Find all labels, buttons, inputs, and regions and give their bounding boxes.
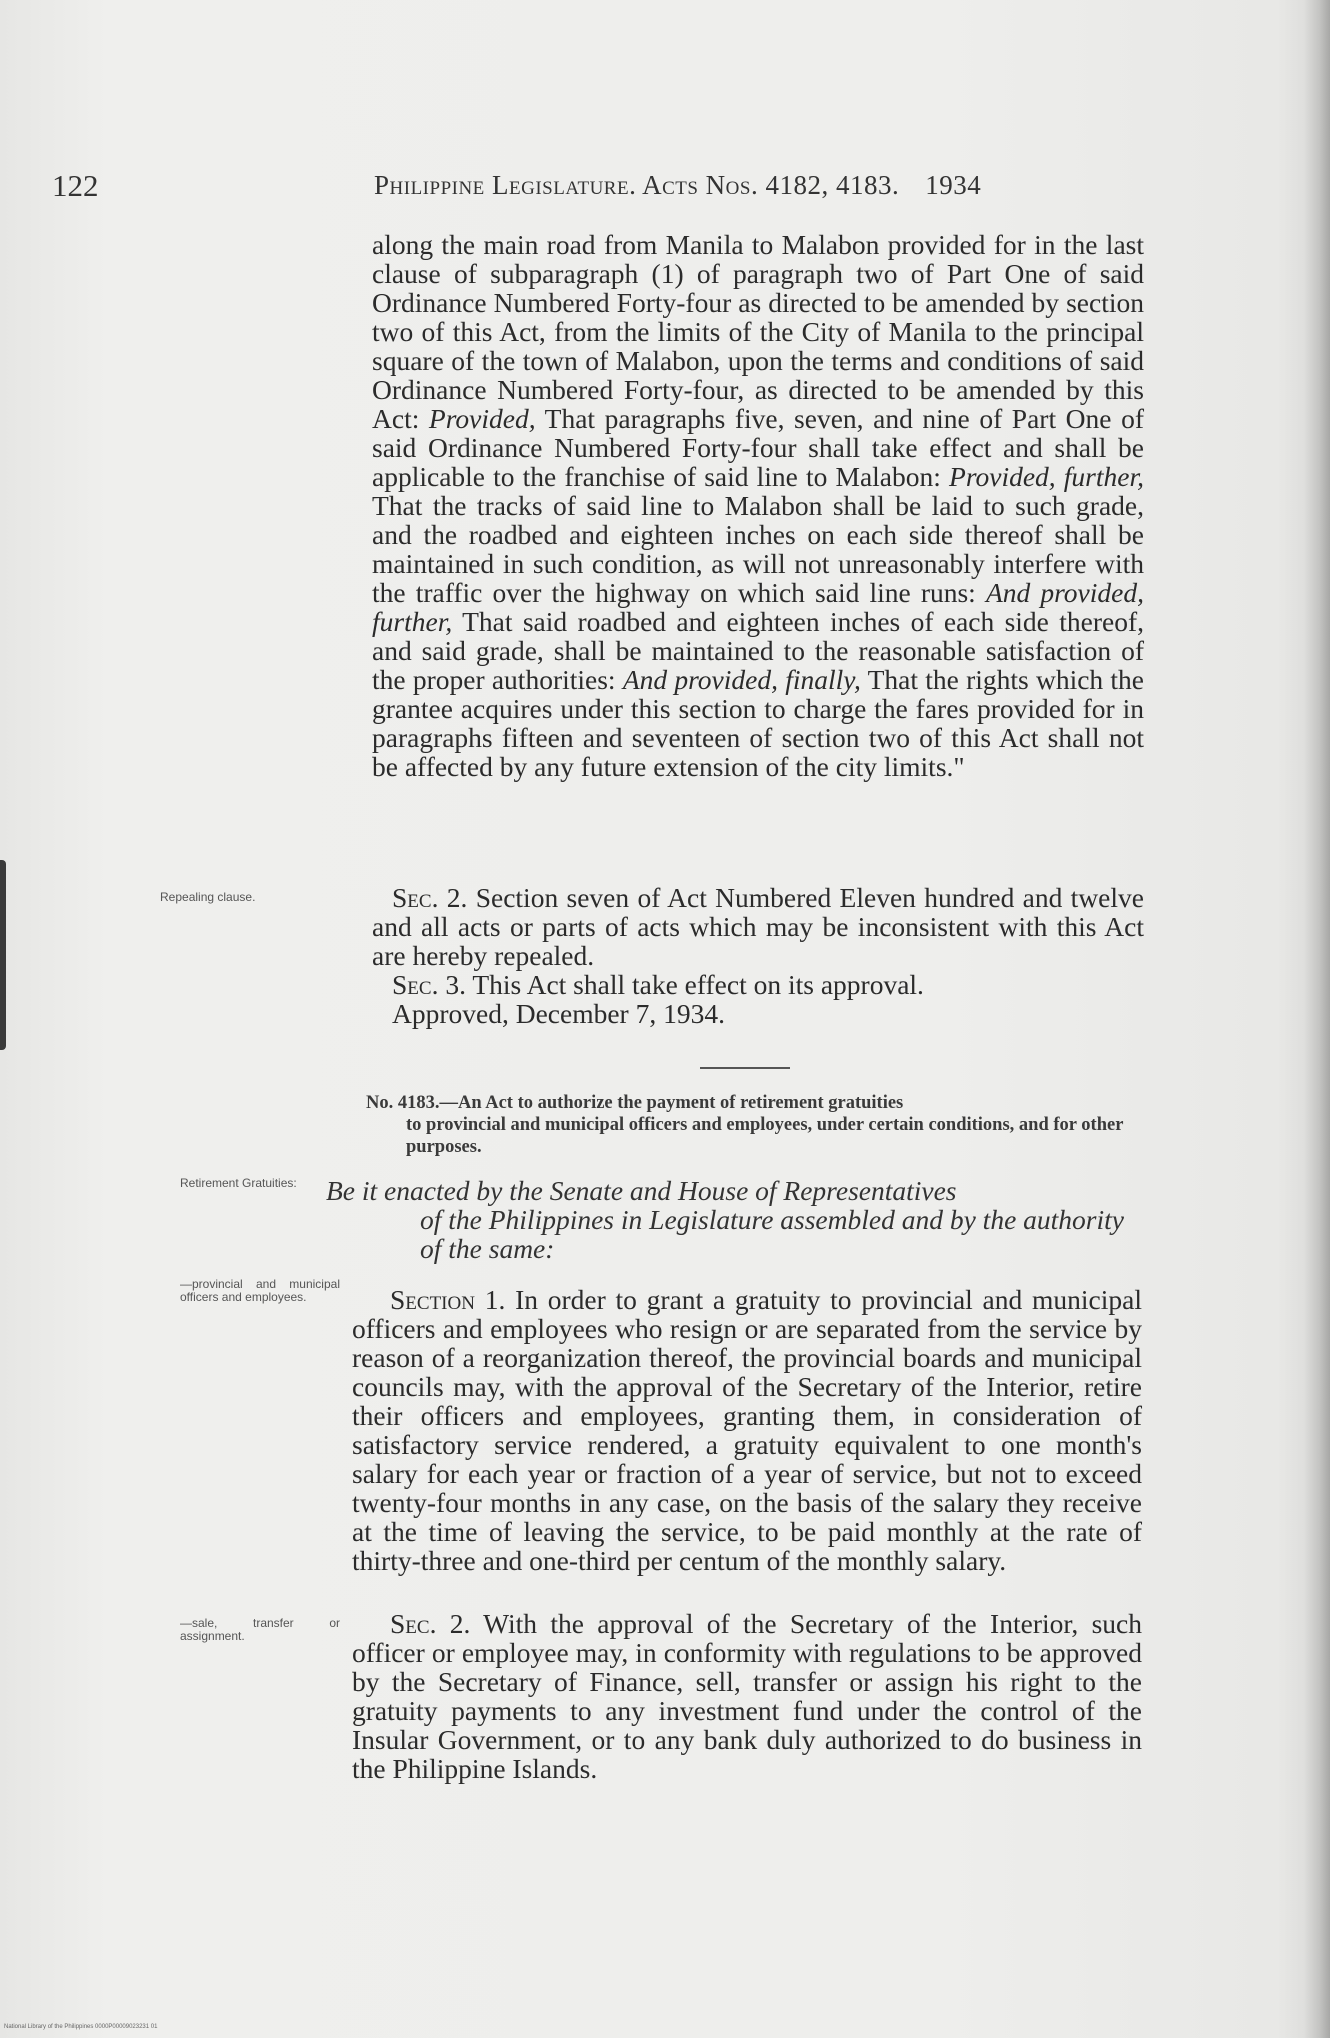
approval-date: Approved, December 7, 1934. xyxy=(392,998,725,1029)
proviso-3: And provided, further, xyxy=(372,577,1144,637)
continuation-text-1: along the main road from Manila to Malabon provided for in the last clause of subparagraph (1) of paragraph two of Part One of said Ordinance Numbered Forty-four as directed to be amended by section two of this Act, from the limits of the City of Manila to the principal square of the town of Malabon, upon the terms and conditions of said Ordinance Numbered Forty-four, as directed to be amended by this Act: xyxy=(372,229,1144,434)
act-4183-title-rest: to provincial and municipal officers and employees, under certain conditions, and for other purposes. xyxy=(406,1115,1124,1157)
act-4183-title-line-1: No. 4183.—An Act to authorize the payment of retirement gratuities xyxy=(366,1093,904,1113)
section-1-paragraph xyxy=(352,1285,1142,1575)
section-2-text: Section seven of Act Numbered Eleven hundred and twelve and all acts or parts of acts which may be inconsistent with this Act are hereby repealed. xyxy=(372,882,1144,971)
act-4183-section-2-paragraph xyxy=(352,1609,1142,1783)
act-4182-section-2 xyxy=(372,883,1144,970)
running-head-title: Philippine Legislature. Acts Nos. 4182, 4183. xyxy=(374,170,900,200)
proviso-4: And provided, finally, xyxy=(622,664,861,695)
act-4182-closing-sections xyxy=(372,883,1144,1028)
page-number: 122 xyxy=(52,168,99,203)
margin-note-retirement-gratuities: Retirement Gratuities: xyxy=(180,1176,297,1190)
act-4183-section-2-text: With the approval of the Secretary of the Interior, such officer or employee may, in conformity with regulations to be approved by the Secretary of Finance, sell, transfer or assign his right to the gratuity payments to any investment fund under the control of the Insular Government, or to any bank duly authorized to do business in the Philippine Islands. xyxy=(352,1608,1142,1784)
act-4183-section-1 xyxy=(352,1285,1142,1575)
proviso-1: Provided, xyxy=(428,403,536,434)
section-1-label: Section 1. xyxy=(390,1284,506,1315)
margin-note-repealing-clause: Repealing clause. xyxy=(160,890,256,904)
margin-note-provincial-employees: —provincial and municipal officers and employees. xyxy=(180,1277,340,1304)
scan-footer: National Library of the Philippines 0000P00009023231 01 xyxy=(4,2024,158,2030)
continuation-text-2: That paragraphs five, seven, and nine of Part One of said Ordinance Numbered Forty-four shall take effect and shall be applicable to the franchise of said line to Malabon: xyxy=(372,403,1144,492)
proviso-2: Provided, further, xyxy=(949,461,1145,492)
act-4182-section-3 xyxy=(372,970,1144,999)
running-head xyxy=(374,170,981,201)
enacting-clause xyxy=(326,1176,1141,1263)
act-4183-title xyxy=(366,1092,1141,1158)
act-4182-continuation xyxy=(372,230,1144,781)
continuation-text-4: That said roadbed and eighteen inches of each side thereof, and said grade, shall be maintained to the reasonable satisfaction of the proper authorities: xyxy=(372,606,1144,695)
enacting-clause-line-1: Be it enacted by the Senate and House of Representatives xyxy=(326,1175,957,1206)
act-4183-section-2 xyxy=(352,1609,1142,1783)
page-edge-shadow xyxy=(1304,0,1330,2038)
section-1-text: In order to grant a gratuity to provincial and municipal officers and employees who resign or are separated from the service by reason of a reorganization thereof, the provincial boards and municipal councils may, with the approval of the Secretary of the Interior, retire their officers and employees, granting them, in consideration of satisfactory service rendered, a gratuity equivalent to one month's salary for each year or fraction of a year of service, but not to exceed twenty-four months in any case, on the basis of the salary they receive at the time of leaving the service, to be paid monthly at the rate of thirty-three and one-third per centum of the monthly salary. xyxy=(352,1284,1142,1576)
margin-note-sale-transfer: —sale, transfer or assignment. xyxy=(180,1616,340,1643)
binding-mark xyxy=(0,860,6,1050)
continuation-text-3: That the tracks of said line to Malabon shall be laid to such grade, and the roadbed and eighteen inches on each side thereof shall be maintained in such condition, as will not unreasonably interfere with the traffic over the highway on which said line runs: xyxy=(372,490,1144,608)
act-4183-section-2-label: Sec. 2. xyxy=(390,1608,471,1639)
continuation-paragraph xyxy=(372,230,1144,781)
section-divider xyxy=(700,1067,790,1069)
section-3-text: This Act shall take effect on its approval. xyxy=(465,969,924,1000)
continuation-text-5: That the rights which the grantee acquires under this section to charge the fares provided for in paragraphs fifteen and seventeen of section two of this Act shall not be affected by any future extension of the city limits." xyxy=(372,664,1145,782)
section-2-label: Sec. 2. xyxy=(392,882,468,913)
enacting-clause-rest: of the Philippines in Legislature assembled and by the authority of the same: xyxy=(420,1204,1124,1264)
section-3-label: Sec. 3. xyxy=(392,969,466,1000)
running-head-year: 1934 xyxy=(925,170,982,200)
